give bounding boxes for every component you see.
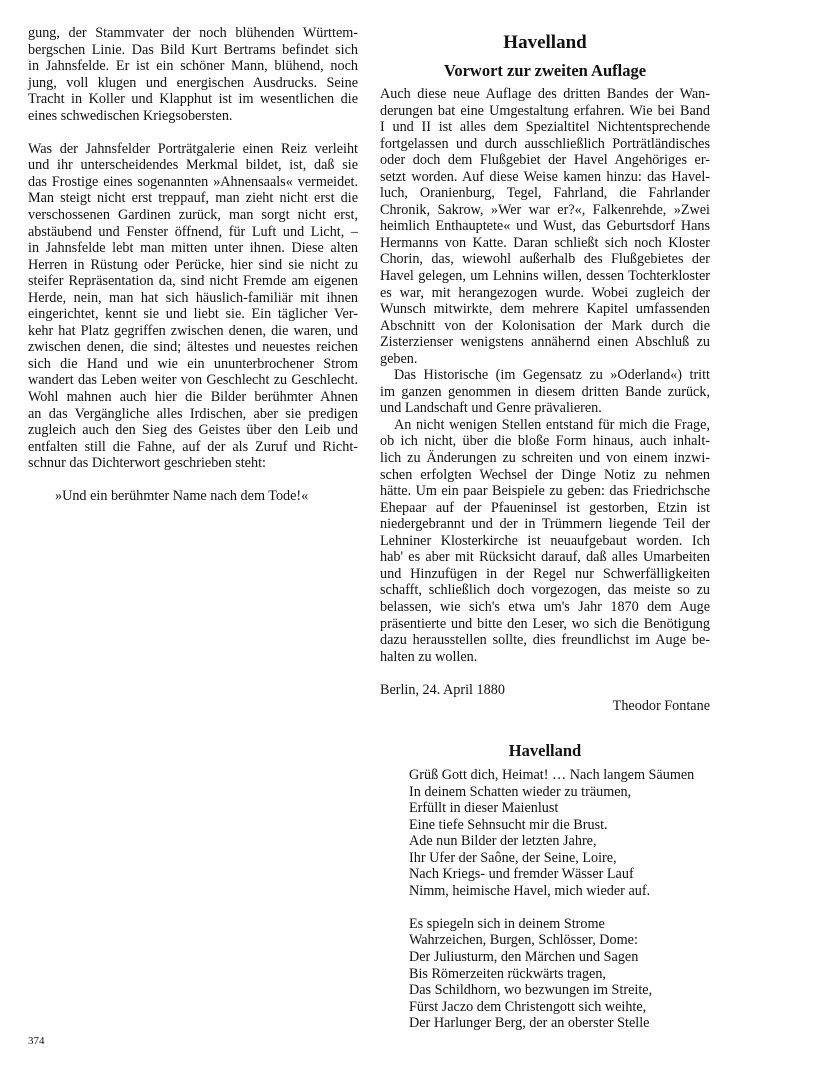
preface-paragraph-2 xyxy=(380,367,710,417)
text-line: schnur das Dichterwort geschrieben steht: xyxy=(28,455,266,472)
text-line: Chronik, Sakrow, »Wer war er?«, Falkenrehde, »Zwei xyxy=(380,201,710,218)
text-line: und ihr unterscheidendes Merkmal bildet, ist, daß sie xyxy=(28,157,358,174)
text-line: in Jahnsfelde. Er ist ein schöner Mann, blühend, noch xyxy=(28,58,358,75)
place-date: Berlin, 24. April 1880 xyxy=(380,681,505,698)
text-line: Das Historische (im Gegensatz zu »Oderland«) tritt xyxy=(394,367,710,384)
section-subtitle: Vorwort zur zweiten Auflage xyxy=(443,61,647,80)
poem-line: Nimm, heimische Havel, mich wieder auf. xyxy=(409,882,651,899)
text-line: sich die Hand und wie ein ununterbrochener Strom xyxy=(28,355,358,372)
text-line: Abschnitt von der Kolonisation der Mark durch die xyxy=(380,317,710,334)
left-paragraph-2 xyxy=(28,141,358,472)
poem xyxy=(409,767,739,1032)
text-line: Herde, nein, man hat sich häuslich-familiär mit ihnen xyxy=(28,289,358,306)
text-line: belassen, wie sich's etwa um's Jahr 1870 dem Auge xyxy=(380,598,710,615)
text-line: luch, Oranienburg, Tegel, Fahrland, die Fahrlander xyxy=(380,185,710,202)
text-line: dazu herausstellen sollte, dies freundlichst im Auge be- xyxy=(380,632,710,649)
text-line: hab' es aber mit Rücksicht darauf, daß alles Umarbeiten xyxy=(380,549,710,566)
text-line: Zisterzienser wenigstens annähernd einen Abschluß zu xyxy=(380,334,710,351)
text-line: und Hinzufügen in der Regel nur Schwerfälligkeiten xyxy=(380,565,710,582)
text-line: Chorin, das, wiewohl außerhalb des Flußgebietes der xyxy=(380,251,710,268)
text-line: Wunsch mitwirkte, dem mehrere Kapitel umfassenden xyxy=(380,301,710,318)
text-line: steifer Repräsentation da, sind nicht Fremde am eigenen xyxy=(28,273,358,290)
text-line: lich zu Änderungen zu schreiten und von einem inzwi- xyxy=(380,450,710,467)
text-line: Man steigt nicht erst treppauf, man zieht nicht erst die xyxy=(28,190,358,207)
poem-line: Wahrzeichen, Burgen, Schlösser, Dome: xyxy=(409,932,638,949)
text-line: schen erfolgten Wechsel der Dinge Notiz zu nehmen xyxy=(380,466,710,483)
preface-paragraph-3 xyxy=(380,417,710,665)
text-line: zugleich auch den Sieg des Geistes über den Leib und xyxy=(28,422,358,439)
text-line: verschossenen Gardinen zurück, man sorgt nicht erst, xyxy=(28,207,358,224)
text-line: Was der Jahnsfelder Porträtgalerie einen Reiz verleiht xyxy=(28,140,358,157)
text-line: abstäubend und Fenster öffnend, für Luft und Licht, – xyxy=(28,223,358,240)
poem-line: Bis Römerzeiten rückwärts tragen, xyxy=(409,965,606,982)
text-line: eingerichtet, kennt sie und liebt sie. Ein täglicher Ver- xyxy=(28,306,358,323)
poem-line: Das Schildhorn, wo bezwungen im Streite, xyxy=(409,982,653,999)
text-line: derungen bat eine Umgestaltung erfahren. Wie bei Band xyxy=(380,102,710,119)
text-line: fortgelassen und durch ausschließlich Porträtländisches xyxy=(380,135,710,152)
text-line: An nicht wenigen Stellen entstand für mich die Frage, xyxy=(394,416,710,433)
text-line: Hermanns von Katte. Daran schließt sich noch Kloster xyxy=(380,234,710,251)
poem-line: Fürst Jaczo dem Christengott sich weihte, xyxy=(409,998,647,1015)
text-line: I und II ist alles dem Spezialtitel Nichtentsprechende xyxy=(380,119,710,136)
text-line: halten zu wollen. xyxy=(380,648,478,665)
chapter-title: Havelland xyxy=(503,32,587,53)
poem-line: In deinem Schatten wieder zu träumen, xyxy=(409,783,632,800)
text-line: es war, mit herangezogen wurde. Wobei zugleich der xyxy=(380,284,710,301)
poem-line: Ade nun Bilder der letzten Jahre, xyxy=(409,833,597,850)
text-line: Lehniner Klosterkirche ist neuaufgebaut worden. Ich xyxy=(380,532,710,549)
poem-line: Erfüllt in dieser Maienlust xyxy=(409,800,559,817)
text-line: hätte. Um ein paar Beispiele zu geben: das Friedrichsche xyxy=(380,483,710,500)
left-paragraph-1 xyxy=(28,25,358,124)
poem-line: Nach Kriegs- und fremder Wässer Lauf xyxy=(409,866,634,883)
text-line: Auch diese neue Auflage des dritten Bandes der Wan- xyxy=(380,86,710,102)
text-line: schafft, schließlich doch vorgezogen, das meiste so zu xyxy=(380,582,710,599)
text-line: Wohl mahnen auch hier die Bilder berühmter Ahnen xyxy=(28,389,358,406)
poem-line: Es spiegeln sich in deinem Strome xyxy=(409,915,605,932)
text-line: niedergebrannt und der in Trümmern liegende Teil der xyxy=(380,516,710,533)
preface-paragraph-1 xyxy=(380,86,710,367)
text-line: ob ich nicht, über die bloße Form hinaus, auch inhalt- xyxy=(380,433,710,450)
text-line: und Landschaft und Genre prävalieren. xyxy=(380,400,602,417)
poem-stanza-1 xyxy=(409,767,739,899)
text-line: Tracht in Koller und Klapphut ist im wesentlichen die xyxy=(28,91,358,108)
poem-line: Eine tiefe Sehnsucht mir die Brust. xyxy=(409,816,608,833)
text-line: kehr hat Platz gegriffen zwischen denen, die waren, und xyxy=(28,322,358,339)
text-line: Havel gelegen, um Lehnins willen, dessen Tochterkloster xyxy=(380,268,710,285)
text-line: an das Vergängliche alles Irdischen, aber sie predigen xyxy=(28,405,358,422)
poem-title: Havelland xyxy=(508,741,582,760)
text-line: zwischen denen, die sind; ältestes und neuestes reichen xyxy=(28,339,358,356)
signature: Theodor Fontane xyxy=(612,698,710,715)
text-line: das Frostige eines sogenannten »Ahnensaals« vermeidet. xyxy=(28,173,358,190)
text-line: entfalten still die Fahne, auf der als Zuruf und Richt- xyxy=(28,438,358,455)
text-line: Herren in Rüstung oder Perücke, hier sind sie nicht zu xyxy=(28,256,358,273)
poem-line: Grüß Gott dich, Heimat! … Nach langem Säumen xyxy=(409,767,695,783)
poem-stanza-2 xyxy=(409,916,739,1032)
page-number: 374 xyxy=(28,1035,45,1047)
text-line: oder doch dem Flußgebiet der Havel Angehöriges er- xyxy=(380,152,710,169)
text-line: bergschen Linie. Das Bild Kurt Bertrams befindet sich xyxy=(28,41,358,58)
text-line: eines schwedischen Kriegsobersten. xyxy=(28,107,233,124)
text-line: heimlich Enthauptete« und Wust, das Geburtsdorf Hans xyxy=(380,218,710,235)
text-line: wandert das Leben weiter von Geschlecht zu Geschlecht. xyxy=(28,372,358,389)
poem-line: Ihr Ufer der Saône, der Seine, Loire, xyxy=(409,849,617,866)
text-line: jung, voll klugen und energischen Ausdrucks. Seine xyxy=(28,74,358,91)
text-line: gung, der Stammvater der noch blühenden Württem- xyxy=(28,25,358,41)
poem-line: Der Juliusturm, den Märchen und Sagen xyxy=(409,949,639,966)
text-line: Ehepaar auf der Pfaueninsel ist gestorben, Etzin ist xyxy=(380,499,710,516)
right-column xyxy=(380,25,710,715)
text-line: präsentierte und bitte den Leser, wo sich die Benötigung xyxy=(380,615,710,632)
text-line: geben. xyxy=(380,350,418,367)
poem-line: Der Harlunger Berg, der an oberster Stelle xyxy=(409,1015,650,1032)
text-line: in Jahnsfelde lebt man mitten unter ihnen. Diese alten xyxy=(28,240,358,257)
quotation: »Und ein berühmter Name nach dem Tode!« xyxy=(55,488,309,505)
text-line: im ganzen genommen in diesem dritten Bande zurück, xyxy=(380,383,710,400)
left-column xyxy=(28,25,358,505)
text-line: setzt worden. Auf diese Weise kamen hinzu: das Havel- xyxy=(380,168,710,185)
